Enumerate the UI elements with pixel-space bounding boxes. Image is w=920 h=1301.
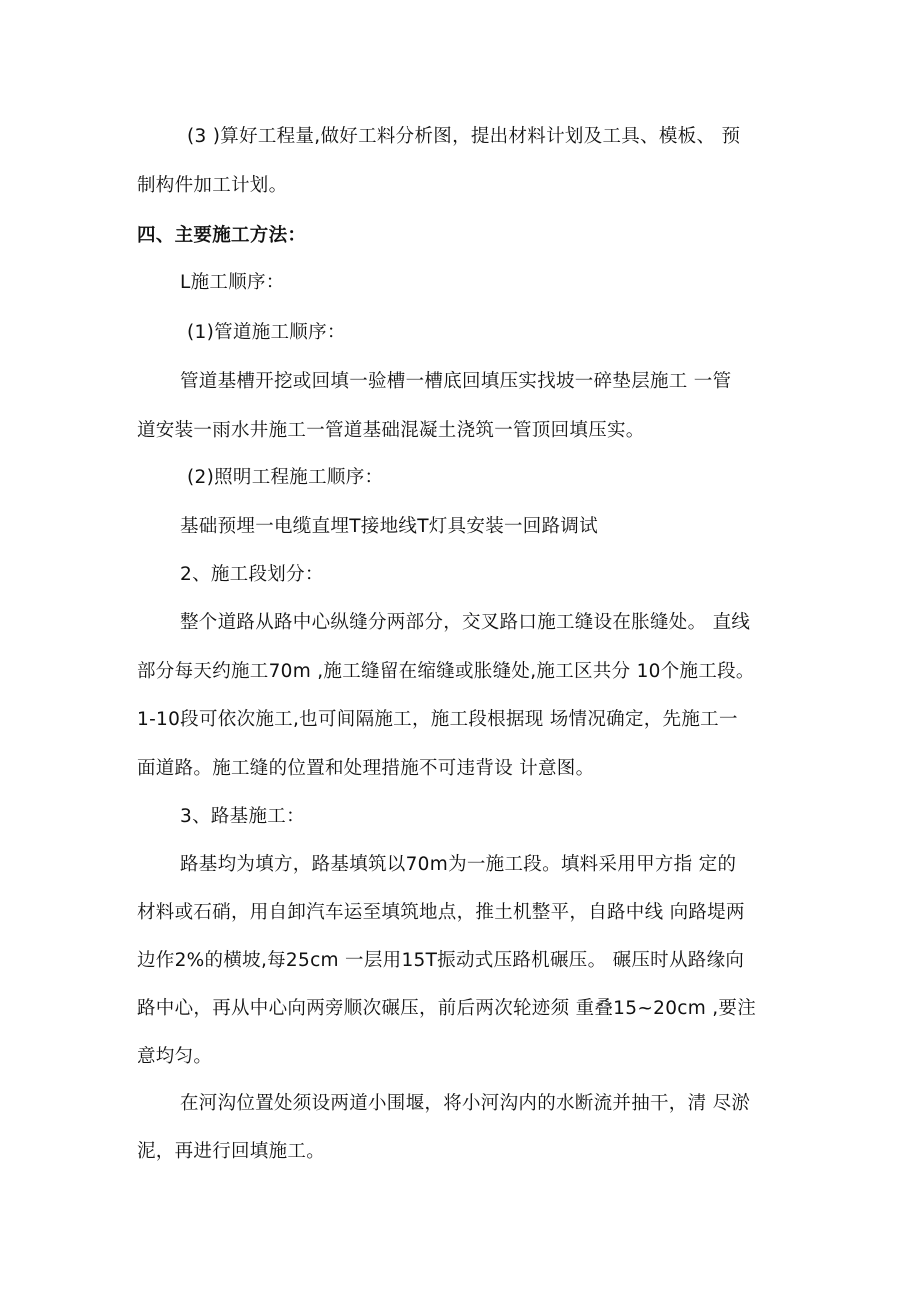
text-line-15: 3、路基施工：	[180, 806, 305, 827]
text-line-10: 2、施工段划分：	[180, 564, 324, 585]
text-line-13: 1-10段可依次施工,也可间隔施工，施工段根据现 场情况确定，先施工一	[137, 709, 738, 730]
text-line-9: 基础预埋一电缆直埋T接地线T灯具安装一回路调试	[180, 516, 599, 537]
text-line-18: 边作2%的横坡,每25cm 一层用15T振动式压路机碾压。 碾压时从路缘向	[137, 950, 745, 971]
text-line-14: 面道路。施工缝的位置和处理措施不可违背设 计意图。	[137, 758, 595, 779]
text-line-7: 道安装一雨水井施工一管道基础混凝土浇筑一管顶回填压实。	[137, 420, 645, 441]
text-line-6: 管道基槽开挖或回填一验槽一槽底回填压实找坡一碎垫层施工 一管	[180, 371, 732, 392]
text-line-16: 路基均为填方，路基填筑以70m为一施工段。填料采用甲方指 定的	[180, 854, 737, 875]
text-line-4: L施工顺序：	[180, 272, 285, 293]
text-line-19: 路中心，再从中心向两旁顺次碾压，前后两次轮迹须 重叠15~20cm ,要注	[137, 998, 757, 1019]
section-heading: 四、主要施工方法：	[137, 225, 307, 246]
text-line-21: 在河沟位置处须设两道小围堰，将小河沟内的水断流并抽干，清 尽淤	[180, 1093, 751, 1114]
text-line-11: 整个道路从路中心纵缝分两部分，交叉路口施工缝设在胀缝处。 直线	[180, 612, 751, 633]
text-line-20: 意均匀。	[137, 1046, 213, 1067]
text-line-2: 制构件加工计划。	[137, 175, 288, 196]
text-line-17: 材料或石硝，用自卸汽车运至填筑地点，推土机整平，自路中线 向路堤两	[137, 902, 745, 923]
text-line-8: (2)照明工程施工顺序：	[187, 467, 384, 488]
text-line-1	[187, 124, 783, 150]
text-line-22: 泥，再进行回填施工。	[137, 1141, 326, 1162]
text-line-12: 部分每天约施工70m ,施工缝留在缩缝或胀缝处,施工区共分 10个施工段。	[137, 661, 755, 682]
text-line-5: (1)管道施工顺序：	[187, 322, 346, 343]
text-segment: (3 )算好工程量,做好工料分析图，提出材料计划及工具、模板、 预	[187, 126, 741, 147]
